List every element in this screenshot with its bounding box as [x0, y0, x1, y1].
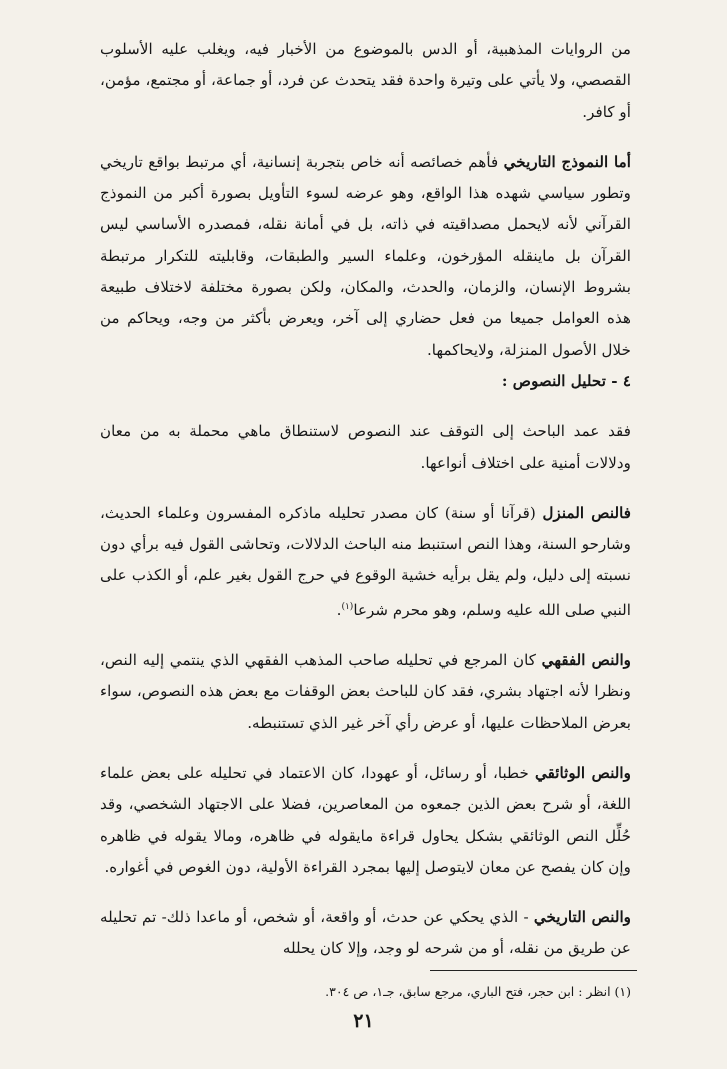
paragraph-intro: [100, 34, 631, 128]
paragraph-lead: أما النموذج التاريخي: [503, 152, 631, 171]
paragraph-revealed-text: [100, 498, 631, 626]
body-text: [100, 34, 631, 965]
paragraph-historical-model: [100, 147, 631, 366]
paragraph-text: (قرآنا أو سنة) كان مصدر تحليله ماذكره المفسرون وعلماء الحديث، وشارحو السنة، وهذا النص استنبط منه الباحث الدلالات، وتحاشى القول فيه برأي دون نسبته إلى دليل، ولم يقل برأيه خشية الوقوع في حرج القول بغير علم، أو الكذب على النبي صلى الله عليه وسلم، وهو محرم شرعا: [100, 503, 631, 619]
paragraph-lead: فالنص المنزل: [542, 503, 631, 522]
paragraph-text: من الروايات المذهبية، أو الدس بالموضوع من الأخبار فيه، ويغلب عليه الأسلوب القصصي، ولا يأتي على وتيرة واحدة فقد يتحدث عن فرد، أو جماعة، أو مجتمع، مؤمن، أو كافر.: [100, 40, 631, 121]
section-heading-text: ٤ - تحليل النصوص :: [501, 371, 631, 390]
section-heading: [100, 366, 631, 397]
paragraph-historical-text: [100, 902, 631, 965]
paragraph-text: - الذي يحكي عن حدث، أو واقعة، أو شخص، أو ماعدا ذلك- تم تحليله عن طريق من نقله، أو من شرحه لو وجد، وإلا كان يحلله: [100, 908, 631, 958]
paragraph-text: فأهم خصائصه أنه خاص بتجربة إنسانية، أي مرتبط بواقع تاريخي وتطور سياسي شهده هذا الواقع، وهو عرضه لسوء التأويل بصورة أكبر من النموذج القرآني لأنه لايحمل مصداقيته في ذاته، بل في أمانة نقله، فمصدره الأساسي ليس القرآن بل ماينقله المؤرخون، وعلماء السير والطبقات، وقابليته للتكرار مرتبطة بشروط الإنسان، والزمان، والحدث، والمكان، ولكن بصورة مختلفة لاختلاف طبيعة هذه العوامل جميعا من فعل حضاري إلى آخر، ويعرض بأكثر من وجه، ويحاكم من خلال الأصول المنزلة، ولايحاكمها.: [100, 152, 631, 359]
paragraph-jurisprudential-text: [100, 645, 631, 739]
paragraph-lead: والنص الوثائقي: [534, 764, 631, 782]
paragraph-lead: والنص التاريخي: [533, 908, 631, 927]
paragraph-text-analysis: [100, 416, 631, 479]
paragraph-documentary-text: [100, 758, 631, 883]
paragraph-text: كان المرجع في تحليله صاحب المذهب الفقهي الذي ينتمي إليه النص، ونظرا لأنه اجتهاد بشري، فقد كان للباحث بعض الوقفات مع بعض هذه النصوص، سواء بعرض الملاحظات عليها، أو عرض رأي آخر غير الذي تستنبطه.: [100, 651, 631, 732]
paragraph-tail: .: [336, 600, 342, 619]
footnote-separator: [430, 970, 637, 971]
paragraph-text: فقد عمد الباحث إلى التوقف عند النصوص لاستنطاق ماهي محملة به من معان ودلالات أمنية على اختلاف أنواعها.: [100, 422, 631, 472]
paragraph-lead: والنص الفقهي: [541, 651, 632, 670]
paragraph-text: خطبا، أو رسائل، أو عهودا، كان الاعتماد في تحليله على بعض علماء اللغة، أو شرح بعض الذين جمعوه من المعاصرين، فضلا على الاجتهاد الشخصي، وقد حُلِّل النص الوثائقي بشكل يحاول قراءة مايقوله في ظاهره، ومالا يقوله في ظاهره وإن كان يفصح عن معان لايتوصل إليها بمجرد القراءة الأولية، دون الغوص في أغواره.: [100, 764, 631, 876]
page-number: ٢١: [353, 1010, 374, 1032]
footnote: (١) انظر : ابن حجر، فتح الباري، مرجع سابق، جـ١، ص ٣٠٤.: [325, 984, 631, 999]
footnote-marker: (١): [341, 601, 354, 612]
